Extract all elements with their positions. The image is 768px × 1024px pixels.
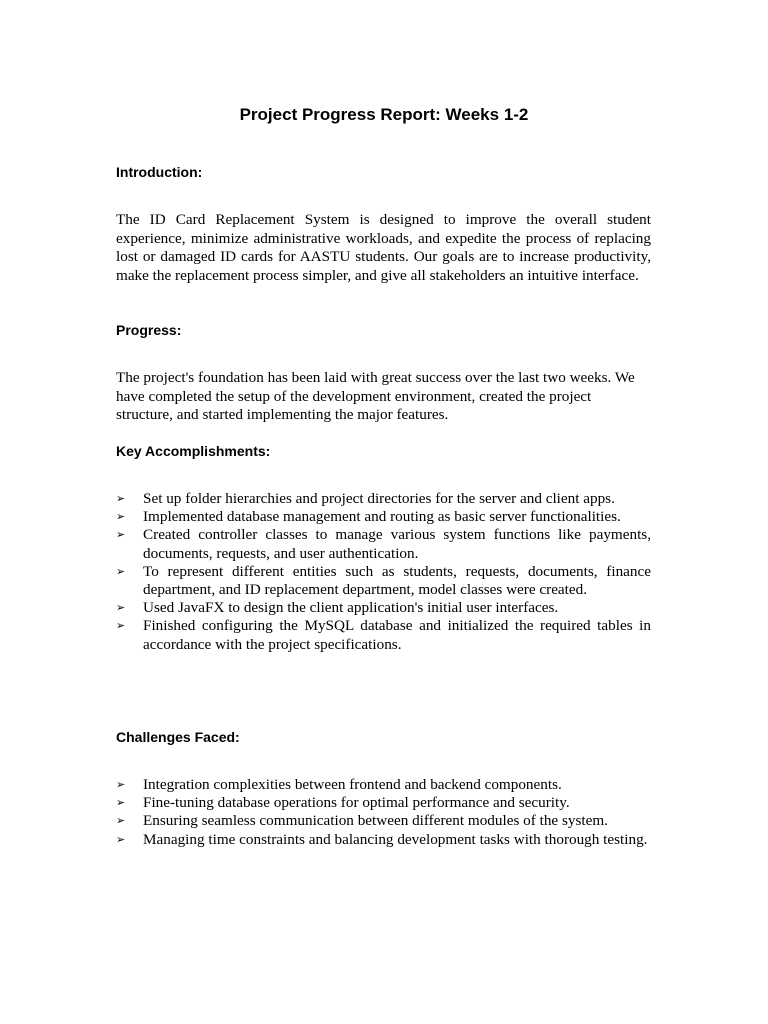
arrow-bullet-icon: ➢ [116, 492, 126, 505]
arrow-bullet-icon: ➢ [116, 510, 126, 524]
introduction-heading: Introduction: [116, 164, 203, 180]
accomplishments-heading: Key Accomplishments: [116, 443, 271, 459]
list-item-text: Finished configuring the MySQL database and initialized the required tables in accordance with the project specifications. [143, 617, 651, 653]
list-item [116, 776, 651, 794]
list-item-text: Managing time constraints and balancing development tasks with thorough testing. [143, 830, 648, 848]
arrow-bullet-icon: ➢ [116, 796, 126, 810]
list-item-text: Implemented database management and routing as basic server functionalities. [143, 508, 621, 526]
arrow-bullet-icon: ➢ [116, 601, 126, 615]
list-item [116, 508, 651, 526]
progress-heading: Progress: [116, 322, 182, 338]
list-item-text: Created controller classes to manage various system functions like payments, documents, requests, and user authentication. [143, 526, 651, 562]
list-item-text: Used JavaFX to design the client application's initial user interfaces. [143, 599, 559, 617]
list-item [116, 526, 651, 562]
arrow-bullet-icon: ➢ [116, 778, 126, 791]
list-item-text: Fine-tuning database operations for optimal performance and security. [143, 794, 570, 812]
arrow-bullet-icon: ➢ [116, 814, 126, 828]
list-item-text: Set up folder hierarchies and project directories for the server and client apps. [143, 490, 615, 507]
list-item-text: To represent different entities such as students, requests, documents, finance department, and ID replacement department, model classes were created. [143, 562, 651, 599]
list-item [116, 490, 651, 508]
list-item [116, 794, 651, 812]
arrow-bullet-icon: ➢ [116, 619, 126, 633]
introduction-paragraph: The ID Card Replacement System is designed to improve the overall student experience, minimize administrative workloads, and expedite the process of replacing lost or damaged ID cards for AASTU students. Our goals are to increase productivity, make the replacement process simpler, and give all stakeholders an intuitive interface. [116, 211, 651, 284]
arrow-bullet-icon: ➢ [116, 528, 126, 542]
list-item [116, 617, 651, 653]
list-item [116, 563, 651, 599]
challenges-list [116, 776, 651, 849]
arrow-bullet-icon: ➢ [116, 832, 126, 846]
list-item [116, 831, 651, 849]
list-item [116, 599, 651, 617]
accomplishments-list [116, 490, 651, 654]
arrow-bullet-icon: ➢ [116, 564, 126, 578]
page-title: Project Progress Report: Weeks 1-2 [239, 105, 529, 124]
list-item-text: Integration complexities between frontend and backend components. [143, 776, 562, 793]
progress-paragraph: The project's foundation has been laid with great success over the last two weeks. We have completed the setup of the development environment, created the project structure, and started implementing the major features. [116, 369, 635, 423]
list-item [116, 812, 651, 830]
challenges-heading: Challenges Faced: [116, 729, 240, 745]
list-item-text: Ensuring seamless communication between different modules of the system. [143, 812, 608, 830]
